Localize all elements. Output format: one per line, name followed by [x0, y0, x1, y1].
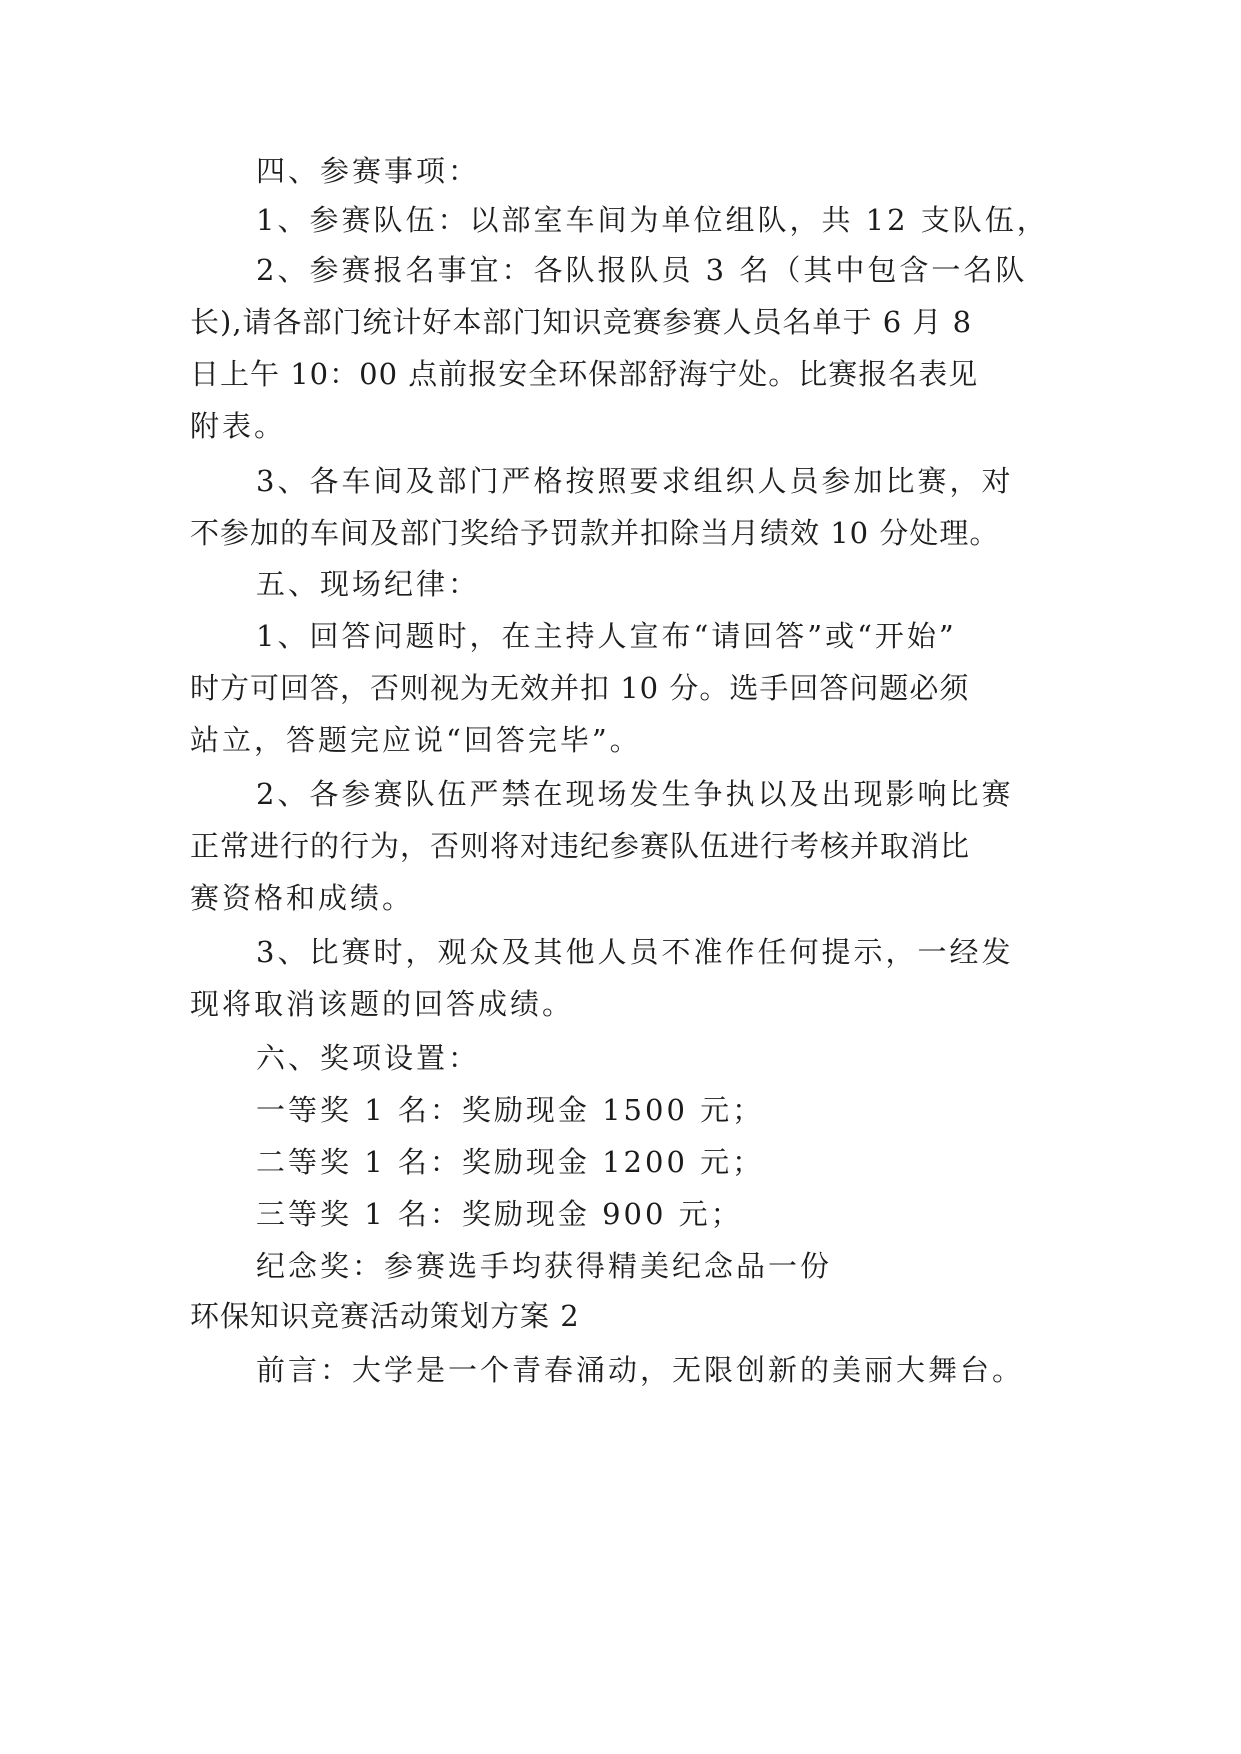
document-title-2: 环保知识竞赛活动策划方案 2 — [190, 1299, 580, 1333]
award-line: 一等奖 1 名：奖励现金 1500 元； — [256, 1093, 765, 1127]
paragraph-line: 站立，答题完应说“回答完毕”。 — [190, 723, 642, 757]
paragraph-line: 3、各车间及部门严格按照要求组织人员参加比赛，对 — [256, 464, 1014, 498]
award-line: 纪念奖：参赛选手均获得精美纪念品一份 — [256, 1249, 833, 1283]
paragraph-line: 前言：大学是一个青春涌动，无限创新的美丽大舞台。 — [256, 1353, 1025, 1387]
paragraph-line: 附表。 — [190, 409, 287, 443]
paragraph-line: 3、比赛时，观众及其他人员不准作任何提示，一经发 — [256, 935, 1014, 969]
paragraph-line: 正常进行的行为，否则将对违纪参赛队伍进行考核并取消比 — [190, 829, 971, 863]
paragraph-line: 长),请各部门统计好本部门知识竞赛参赛人员名单于 6 月 8 — [190, 305, 973, 339]
award-line: 三等奖 1 名：奖励现金 900 元； — [256, 1197, 743, 1231]
paragraph-line: 时方可回答，否则视为无效并扣 10 分。选手回答问题必须 — [190, 671, 970, 705]
paragraph-line: 1、参赛队伍：以部室车间为单位组队，共 12 支队伍， — [256, 203, 1049, 237]
section-heading-awards: 六、奖项设置： — [256, 1041, 481, 1075]
paragraph-line: 2、参赛报名事宜：各队报队员 3 名（其中包含一名队 — [256, 253, 1028, 287]
paragraph-line: 赛资格和成绩。 — [190, 881, 415, 915]
paragraph-line: 1、回答问题时，在主持人宣布“请回答”或“开始” — [256, 619, 957, 653]
section-heading-participation: 四、参赛事项： — [256, 154, 481, 188]
award-line: 二等奖 1 名：奖励现金 1200 元； — [256, 1145, 765, 1179]
paragraph-line: 不参加的车间及部门奖给予罚款并扣除当月绩效 10 分处理。 — [190, 516, 1000, 550]
paragraph-line: 日上午 10：00 点前报安全环保部舒海宁处。比赛报名表见 — [190, 357, 979, 391]
section-heading-discipline: 五、现场纪律： — [256, 567, 481, 601]
paragraph-line: 现将取消该题的回答成绩。 — [190, 987, 575, 1021]
paragraph-line: 2、各参赛队伍严禁在现场发生争执以及出现影响比赛 — [256, 777, 1014, 811]
